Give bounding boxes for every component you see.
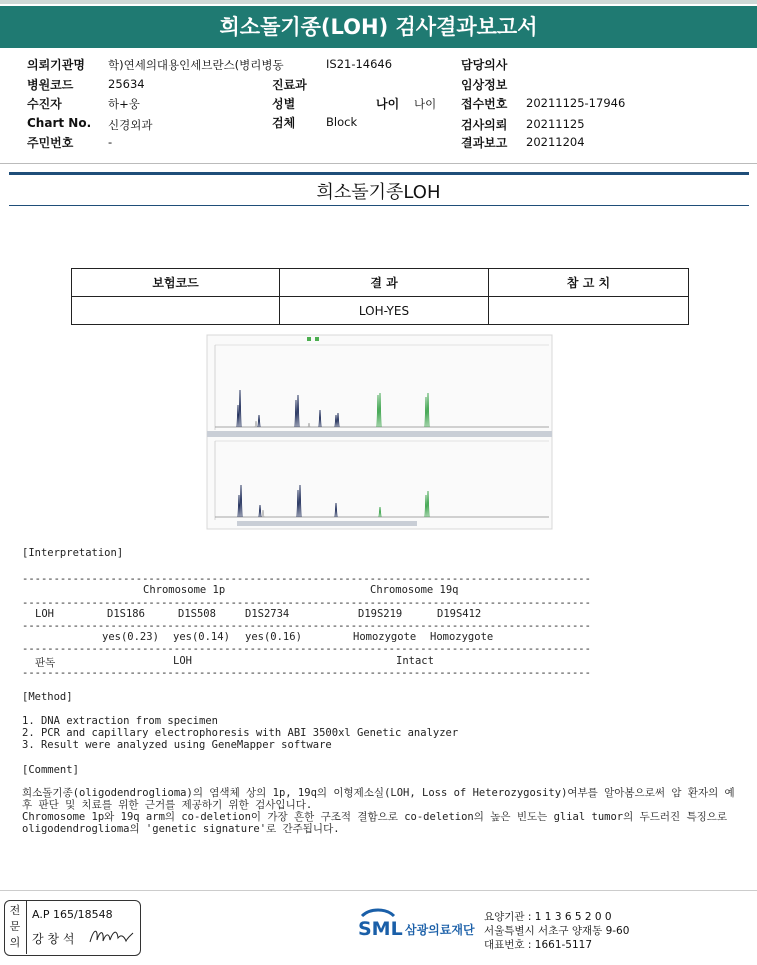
value-d1s186: yes(0.23) [102, 631, 159, 643]
marker-d1s508: D1S508 [178, 608, 216, 620]
report-date-label: 결과보고 [461, 136, 508, 150]
stamp-side-label: 전문의 [9, 904, 21, 949]
top-rule [0, 0, 757, 4]
agency-number: 요양기관 : 1 1 3 6 5 2 0 0 [484, 911, 612, 923]
marker-dot [307, 337, 311, 341]
marker-d1s2734: D1S2734 [245, 608, 290, 620]
specimen-no-value: IS21-14646 [326, 57, 393, 71]
divider: ------------------------------------------------------------------------------------------ [22, 597, 591, 609]
value-d1s508: yes(0.14) [173, 631, 230, 643]
value-d1s2734: yes(0.16) [245, 631, 302, 643]
divider [9, 205, 749, 206]
report-date-value: 20211204 [526, 135, 585, 149]
verdict-label: 판독 [35, 657, 56, 669]
table-row [72, 297, 689, 325]
method-line-1: 1. DNA extraction from specimen [22, 715, 218, 727]
institution-label: 의뢰기관명 [27, 58, 85, 72]
signature-mark [88, 924, 134, 948]
sml-logo-text: SML [358, 918, 403, 940]
interpretation-heading: [Interpretation] [22, 547, 124, 559]
group-1p-label: Chromosome 1p [143, 584, 226, 596]
resident-no-value: - [108, 135, 113, 149]
reference-cell [489, 297, 689, 325]
divider [9, 172, 749, 175]
patient-value: 하+웅 [108, 97, 140, 111]
marker-d19s219: D19S219 [358, 608, 403, 620]
value-d19s412: Homozygote [430, 631, 494, 643]
method-line-2: 2. PCR and capillary electrophoresis with ABI 3500xl Genetic analyzer [22, 727, 459, 739]
receipt-no-label: 접수번호 [461, 97, 508, 111]
marker-d1s186: D1S186 [107, 608, 145, 620]
sml-logo-name: 삼광의료재단 [405, 923, 475, 937]
specimen-label: 검체 [272, 116, 296, 130]
doctor-label: 담당의사 [461, 58, 508, 72]
institution-value: 학)연세의대용인세브란스(병리병동 [108, 58, 284, 72]
age-value: 나이 [414, 97, 437, 111]
insurance-code-cell [72, 297, 280, 325]
divider: ------------------------------------------------------------------------------------------ [22, 643, 591, 655]
electropherogram-image [207, 335, 552, 529]
specimen-value: Block [326, 115, 358, 129]
comment-paragraph-1: 희소돌기종(oligodendroglioma)의 염색체 상의 1p, 19q의 이형제소실(LOH, Loss of Heterozygosity)여부를 알아봄으로써 암 환자의 예후 판단 및 치료를 위한 근거를 제공하기 위한 검사입니다. [22, 787, 735, 811]
row-label-loh: LOH [35, 608, 54, 620]
divider: ------------------------------------------------------------------------------------------ [22, 620, 591, 632]
age-label: 나이 [376, 97, 400, 111]
divider: ------------------------------------------------------------------------------------------ [22, 667, 591, 679]
verdict-19q: Intact [396, 655, 434, 667]
sex-label: 성별 [272, 97, 296, 111]
method-heading: [Method] [22, 691, 73, 703]
method-line-3: 3. Result were analyzed using GeneMapper software [22, 739, 332, 751]
table-header-row [72, 269, 689, 297]
chart-no-label: Chart No. [27, 116, 92, 130]
section-title: 희소돌기종LOH [316, 182, 441, 203]
result-cell: LOH-YES [280, 297, 489, 325]
hospital-code-value: 25634 [108, 77, 145, 91]
receipt-no-value: 20211125-17946 [526, 96, 626, 110]
value-d19s219: Homozygote [353, 631, 417, 643]
comment-heading: [Comment] [22, 764, 79, 776]
chart-no-value: 신경외과 [108, 118, 153, 132]
department-label: 진료과 [272, 78, 307, 92]
stamp-physician-name: 강 창 석 [32, 932, 75, 946]
header-reference: 참 고 치 [489, 269, 689, 297]
patient-label: 수진자 [27, 97, 62, 111]
divider: ------------------------------------------------------------------------------------------ [22, 573, 591, 585]
address: 서울특별시 서초구 양재동 9-60 [484, 925, 630, 937]
divider [0, 890, 757, 891]
header-insurance-code: 보험코드 [72, 269, 280, 297]
clinical-label: 임상정보 [461, 78, 508, 92]
stamp-code: A.P 165/18548 [32, 908, 113, 921]
resident-no-label: 주민번호 [27, 136, 74, 150]
phone-number: 대표번호 : 1661-5117 [484, 939, 593, 951]
marker-dot [315, 337, 319, 341]
verdict-1p: LOH [173, 655, 192, 667]
marker-d19s412: D19S412 [437, 608, 482, 620]
divider [0, 163, 757, 164]
group-19q-label: Chromosome 19q [370, 584, 459, 596]
report-title: 희소돌기종(LOH) 검사결과보고서 [0, 6, 757, 48]
result-table [71, 268, 689, 325]
comment-paragraph-2: Chromosome 1p와 19q arm의 co-deletion이 가장 흔한 구조적 결함으로 co-deletion의 높은 빈도는 glial tumor의 두드러진 특징으로 oligodendroglioma의 'genetic signature'로 간주됩니다. [22, 811, 728, 835]
header-result: 결 과 [280, 269, 489, 297]
request-date-value: 20211125 [526, 117, 585, 131]
hospital-code-label: 병원코드 [27, 78, 74, 92]
request-date-label: 검사의뢰 [461, 118, 508, 132]
